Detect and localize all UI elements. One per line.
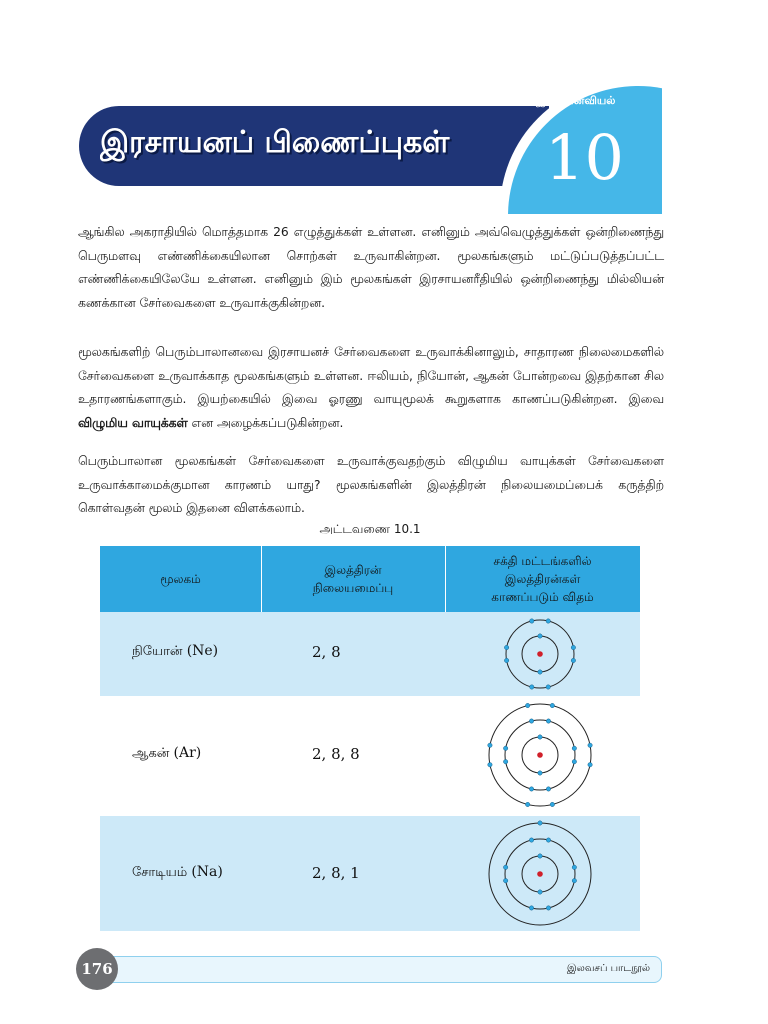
electron-dot <box>571 645 575 649</box>
electron-dot <box>572 759 576 763</box>
electron-dot <box>550 703 554 707</box>
paragraph-noble-gases-text-start: மூலகங்களிற் பெரும்பாலானவை இரசாயனச் சேர்வைகளை உருவாக்கினாலும், சாதாரண நிலைமைகளில் சேர்வைகளை உருவாக்காத மூலகங்களும் உள்ளன. ஈலியம், நியோன், ஆகன் போன்றவை இதற்கான சில உதாரணங்களாகும். இயற்கையில் இவை ஓரணு வாயுமூலக் கூறுகளாக காணப்படுகின்றன. இவை <box>78 345 664 407</box>
electron-dot <box>529 787 533 791</box>
element-symbol: (Ne) <box>186 643 219 659</box>
paragraph-question: பெரும்பாலான மூலகங்கள் சேர்வைகளை உருவாக்குவதற்கும் விழுமிய வாயுக்கள் சேர்வைகளை உருவாக்காமைக்குமான காரணம் யாது? மூலகங்களின் இலத்திரன் நிலையமைப்பைக் கருத்திற் கொள்வதன் மூலம் இதனை விளக்கலாம். <box>78 454 664 516</box>
table-header-shell-diagram <box>445 546 640 612</box>
electron-dot <box>588 743 592 747</box>
subject-label: இரசாயனவியல் <box>536 94 616 107</box>
electron-dot <box>546 719 550 723</box>
element-name-cell <box>132 643 218 660</box>
table-header-configuration-text: இலத்திரன் நிலையமைப்பு <box>312 563 394 595</box>
chapter-number: 10 <box>545 121 624 194</box>
electron-dot <box>504 645 508 649</box>
electron-dot <box>538 634 542 638</box>
table-header-element: மூலகம் <box>160 572 201 586</box>
atom-diagram-argon <box>487 700 593 810</box>
atom-diagram-sodium <box>487 819 593 929</box>
electron-dot <box>538 821 542 825</box>
electron-dot <box>550 802 554 806</box>
table-caption: அட்டவணை 10.1 <box>319 522 421 536</box>
electron-dot <box>525 802 529 806</box>
table-header-shell-diagram-text: சக்தி மட்டங்களில் இலத்திரன்கள் காணப்படும் விதம் <box>491 554 594 604</box>
electron-dot <box>525 703 529 707</box>
page-number: 176 <box>76 948 118 990</box>
electron-dot <box>546 619 550 623</box>
table-row <box>100 816 640 931</box>
electron-dot <box>503 746 507 750</box>
electron-dot <box>572 878 576 882</box>
electron-configuration-table <box>100 546 640 931</box>
atom-diagram-neon <box>500 616 580 692</box>
nucleus-dot <box>537 651 543 657</box>
element-name: சோடியம் <box>132 865 188 880</box>
electron-dot <box>546 685 550 689</box>
paragraph-noble-gases-text-end: என அழைக்கப்படுகின்றன. <box>187 415 344 430</box>
element-name-cell <box>132 864 223 881</box>
nucleus-dot <box>537 752 543 758</box>
electron-dot <box>546 787 550 791</box>
electron-dot <box>538 890 542 894</box>
electron-dot <box>538 670 542 674</box>
electron-dot <box>571 658 575 662</box>
element-name: நியோன் <box>132 644 183 659</box>
electron-dot <box>572 865 576 869</box>
electron-dot <box>572 746 576 750</box>
electron-dot <box>530 685 534 689</box>
electron-configuration: 2, 8 <box>312 643 341 661</box>
electron-configuration: 2, 8, 8 <box>312 745 360 763</box>
electron-dot <box>529 838 533 842</box>
electron-dot <box>488 743 492 747</box>
element-name: ஆகன் <box>132 746 170 761</box>
electron-dot <box>546 838 550 842</box>
electron-dot <box>530 619 534 623</box>
paragraph-intro: ஆங்கில அகராதியில் மொத்தமாக 26 எழுத்துக்கள் உள்ளன. எனினும் அவ்வெழுத்துக்கள் ஒன்றிணைந்து பெருமளவு எண்ணிக்கையிலான சொற்கள் உருவாகின்றன. மூலகங்களும் மட்டுப்படுத்தப்பட்ட எண்ணிக்கையிலேயே உள்ளன. எனினும் இம் மூலகங்கள் இரசாயனரீதியில் ஒன்றிணைந்து மில்லியன் கணக்கான சேர்வைகளை உருவாக்குகின்றன. <box>78 225 664 310</box>
paragraph-noble-gases <box>78 341 664 435</box>
electron-dot <box>503 759 507 763</box>
element-name-cell <box>132 745 201 762</box>
table-header-configuration <box>261 546 445 612</box>
electron-dot <box>503 865 507 869</box>
table-header-row <box>100 546 640 612</box>
electron-dot <box>529 906 533 910</box>
electron-dot <box>538 854 542 858</box>
electron-dot <box>538 735 542 739</box>
electron-configuration: 2, 8, 1 <box>312 864 360 882</box>
electron-dot <box>504 658 508 662</box>
electron-dot <box>588 763 592 767</box>
electron-dot <box>488 763 492 767</box>
noble-gases-term: விழுமிய வாயுக்கள் <box>78 415 188 430</box>
element-symbol: (Ar) <box>173 745 202 761</box>
electron-dot <box>503 878 507 882</box>
table-row <box>100 612 640 696</box>
electron-dot <box>538 771 542 775</box>
electron-dot <box>546 906 550 910</box>
chapter-title: இரசாயனப் பிணைப்புகள் <box>100 125 450 160</box>
table-row <box>100 696 640 816</box>
electron-dot <box>529 719 533 723</box>
footer-label: இலவசப் பாடநூல் <box>566 963 650 974</box>
nucleus-dot <box>537 871 543 877</box>
element-symbol: (Na) <box>191 864 223 880</box>
